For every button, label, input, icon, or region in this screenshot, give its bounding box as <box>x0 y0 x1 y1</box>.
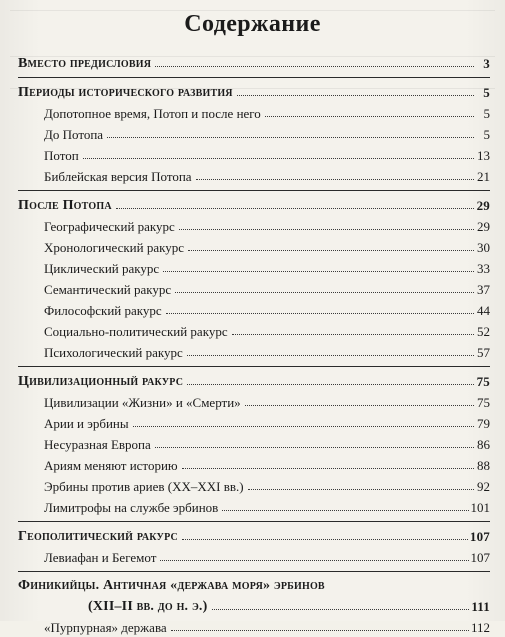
page-number: 5 <box>483 85 490 100</box>
dot-leader <box>116 207 474 209</box>
toc-item[interactable] <box>18 320 490 341</box>
dot-leader <box>182 538 468 540</box>
item-label: Потоп <box>44 148 79 163</box>
dot-leader <box>222 509 468 511</box>
dot-leader <box>265 115 474 117</box>
table-of-contents <box>18 48 490 637</box>
item-label: Социально-политический ракурс <box>44 324 228 339</box>
section-divider <box>18 521 490 522</box>
page-number: 5 <box>483 127 490 142</box>
item-label: Географический ракурс <box>44 219 175 234</box>
dot-leader <box>163 270 474 272</box>
item-label: Допотопное время, Потоп и после него <box>44 106 261 121</box>
page-number: 79 <box>477 416 490 431</box>
dot-leader <box>133 425 474 427</box>
item-label: Психологический ракурс <box>44 345 183 360</box>
dot-leader <box>175 291 474 293</box>
toc-item[interactable] <box>18 215 490 236</box>
section-divider <box>18 190 490 191</box>
section-label: Вместо предисловия <box>18 56 152 71</box>
page-number: 13 <box>477 148 490 163</box>
page-number: 21 <box>477 169 490 184</box>
toc-item[interactable] <box>18 341 490 362</box>
page-number: 57 <box>477 345 490 360</box>
dot-leader <box>188 249 474 251</box>
dot-leader <box>83 157 474 159</box>
toc-section[interactable] <box>18 525 490 546</box>
toc-section[interactable] <box>18 370 490 391</box>
item-label: Библейская версия Потопа <box>44 169 192 184</box>
dot-leader <box>245 404 474 406</box>
section-divider <box>18 571 490 572</box>
page-number: 112 <box>470 620 490 635</box>
page-number: 92 <box>477 479 490 494</box>
page-number: 44 <box>477 303 490 318</box>
dot-leader <box>107 136 474 138</box>
page-number: 5 <box>483 106 490 121</box>
page-number: 33 <box>477 261 490 276</box>
page-number: 52 <box>477 324 490 339</box>
toc-item[interactable] <box>18 496 490 517</box>
toc-section[interactable] <box>18 52 490 73</box>
dot-leader <box>160 559 468 561</box>
page-title: Содержание <box>184 11 321 37</box>
toc-item[interactable] <box>18 102 490 123</box>
toc-item[interactable] <box>18 412 490 433</box>
item-label: Циклический ракурс <box>44 261 160 276</box>
item-label: «Пурпурная» держава <box>44 620 167 635</box>
toc-section[interactable] <box>18 81 490 102</box>
dot-leader <box>155 65 474 67</box>
page-number: 75 <box>477 395 490 410</box>
page-number: 37 <box>477 282 490 297</box>
item-label: Семантический ракурс <box>44 282 172 297</box>
dot-leader <box>171 629 469 631</box>
toc-item[interactable] <box>18 165 490 186</box>
section-label: Цивилизационный ракурс <box>18 374 184 389</box>
section-label: Геополитический ракурс <box>18 529 178 544</box>
item-label: Левиафан и Бегемот <box>44 550 157 565</box>
dot-leader <box>187 383 474 385</box>
item-label: До Потопа <box>44 127 104 142</box>
dot-leader <box>166 312 474 314</box>
page-number: 101 <box>470 500 490 515</box>
toc-section[interactable] <box>18 194 490 215</box>
toc-item[interactable] <box>18 123 490 144</box>
page-number: 86 <box>477 437 490 452</box>
dot-leader <box>212 608 470 610</box>
section-label: Финикийцы. Античная «держава моря» эрбинов <box>18 578 325 593</box>
item-label: Несуразная Европа <box>44 437 151 452</box>
page-number: 107 <box>469 529 490 544</box>
page-number: 30 <box>477 240 490 255</box>
item-label: Хронологический ракурс <box>44 240 185 255</box>
dot-leader <box>232 333 474 335</box>
item-label: Цивилизации «Жизни» и «Смерти» <box>44 395 241 410</box>
toc-item[interactable] <box>18 475 490 496</box>
page-number: 29 <box>477 219 490 234</box>
item-label: Арии и эрбины <box>44 416 129 431</box>
page-number: 88 <box>477 458 490 473</box>
section-divider <box>18 366 490 367</box>
toc-item[interactable] <box>18 546 490 567</box>
page-number: 107 <box>470 550 490 565</box>
section-label: После Потопа <box>18 198 112 213</box>
toc-item[interactable] <box>18 616 490 637</box>
page-number: 29 <box>476 198 490 213</box>
dot-leader <box>155 446 474 448</box>
section-label: Периоды исторического развития <box>18 85 233 100</box>
section-label-line2: (XII–II вв. до н. э.) <box>88 599 208 614</box>
item-label: Лимитрофы на службе эрбинов <box>44 500 219 515</box>
page-number: 75 <box>476 374 490 389</box>
page-number: 3 <box>483 56 490 71</box>
page-number: 111 <box>471 599 490 614</box>
toc-item[interactable] <box>18 278 490 299</box>
dot-leader <box>196 178 474 180</box>
dot-leader <box>187 354 474 356</box>
toc-item[interactable] <box>18 299 490 320</box>
toc-section[interactable] <box>18 575 490 595</box>
toc-item[interactable] <box>18 236 490 257</box>
item-label: Эрбины против ариев (XX–XXI вв.) <box>44 479 244 494</box>
toc-item[interactable] <box>18 391 490 412</box>
toc-item[interactable] <box>18 144 490 165</box>
item-label: Ариям меняют историю <box>44 458 178 473</box>
dot-leader <box>248 488 474 490</box>
dot-leader <box>237 94 474 96</box>
section-divider <box>18 77 490 78</box>
toc-item[interactable] <box>18 454 490 475</box>
item-label: Философский ракурс <box>44 303 162 318</box>
toc-item[interactable] <box>18 257 490 278</box>
toc-section-continued[interactable] <box>18 595 490 616</box>
dot-leader <box>179 228 474 230</box>
toc-item[interactable] <box>18 433 490 454</box>
dot-leader <box>182 467 474 469</box>
